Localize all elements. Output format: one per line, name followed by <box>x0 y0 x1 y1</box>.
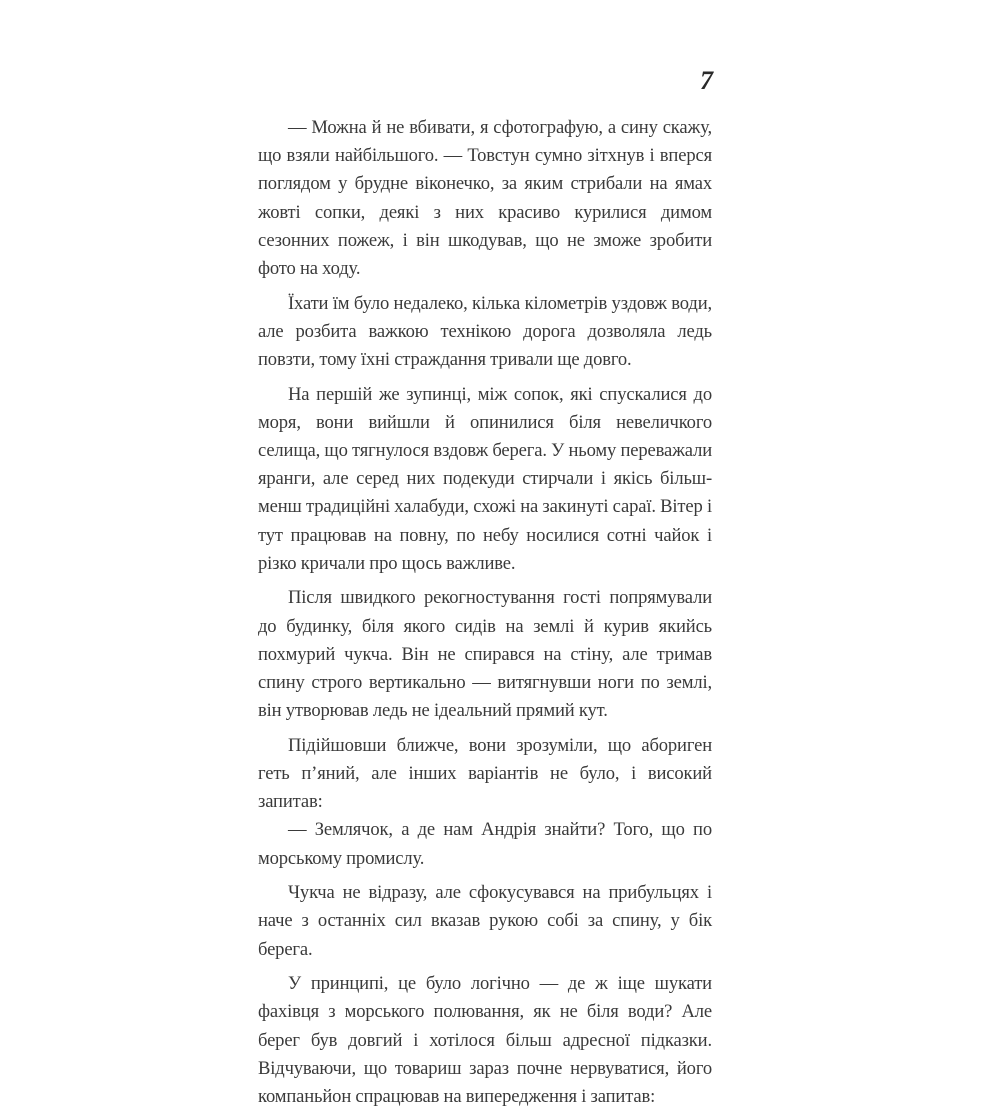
paragraph: — Можна й не вбивати, я сфотографую, а сину скажу, що взяли найбільшого. — Товстун сумно зітхнув і вперся поглядом у брудне віконечко, за яким стрибали на ямах жовті сопки, деякі з них красиво курилися димом сезонних пожеж, і він шкодував, що не зможе зробити фото на ходу. <box>258 117 712 280</box>
paragraph: На першій же зупинці, між сопок, які спускалися до моря, вони вийшли й опинилися біля невеличкого селища, що тягнулося вздовж берега. У ньому переважали яранги, але серед них подекуди стирчали і якісь більш-менш традиційні халабуди, схожі на закинуті сараї. Вітер і тут працював на повну, по небу носилися сотні чайок і різко кричали про щось важливе. <box>258 383 712 574</box>
page-number: 7 <box>700 66 713 95</box>
paragraph: Їхати їм було недалеко, кілька кілометрів уздовж води, але розбита важкою технікою дорога дозволяла ледь повзти, тому їхні страждання тривали ще довго. <box>258 292 712 371</box>
paragraph: У принципі, це було логічно — де ж іще шукати фахівця з морського полювання, як не біля води? Але берег був довгий і хотілося більш адресної підказки. Відчуваючи, що товариш зараз почне нервуватися, його компаньйон спрацював на випередження і запитав: <box>258 973 712 1108</box>
paragraph: — Землячок, а де нам Андрія знайти? Того, що по морському промислу. <box>258 819 712 869</box>
paragraph: Чукча не відразу, але сфокусувався на прибульцях і наче з останніх сил вказав рукою собі за спину, у бік берега. <box>258 882 712 960</box>
paragraph: Після швидкого рекогностування гості попрямували до будинку, біля якого сидів на землі й курив якийсь похмурий чукча. Він не спирався на стіну, але тримав спину строго вертикально — витягнувши ноги по землі, він утворював ледь не ідеальний прямий кут. <box>258 587 712 722</box>
body-text <box>258 114 712 1118</box>
paragraph: Підійшовши ближче, вони зрозуміли, що абориген геть п’яний, але інших варіантів не було, і високий запитав: <box>258 734 712 813</box>
